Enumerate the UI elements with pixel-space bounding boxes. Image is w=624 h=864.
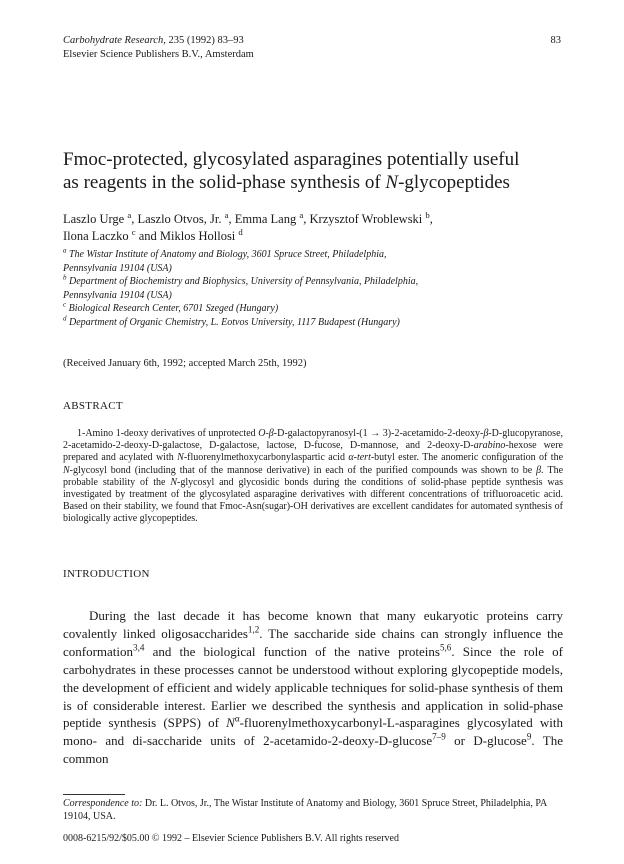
- abstract-heading: ABSTRACT: [63, 400, 123, 412]
- affiliation-c: $^c$ Biological Research Center, 6701 Szeged (Hungary): [63, 301, 279, 315]
- author-name: Ilona Laczko: [63, 229, 129, 243]
- running-header: [63, 34, 561, 62]
- title-line-2: as reagents in the solid-phase synthesis of N-glycopeptides: [63, 172, 510, 193]
- introduction-heading: INTRODUCTION: [63, 568, 150, 580]
- article-title: [63, 148, 563, 194]
- received-dates: (Received January 6th, 1992; accepted March 25th, 1992): [63, 358, 307, 369]
- author-name: Miklos Hollosi: [159, 229, 236, 243]
- author-list: Laszlo Urge $^a$, Laszlo Otvos, Jr. $^a$, Emma Lang $^a$, Krzysztof Wroblewski $^b$, Ilona Laczko $^c$ and Miklos Hollosi $^d$: [63, 209, 433, 243]
- abstract-text: 1-Amino 1-deoxy derivatives of unprotected O-β-D-galactopyranosyl-(1 → 3)-2-acetamido-2-deoxy-β-D-glucopyranose, 2-acetamido-2-deoxy-D-galactose, D-galactose, lactose, D-fucose, D-mannose, and 2-deoxy-D-arabino-hexose were prepared and acylated with N-fluorenylmethoxycarbonylaspartic acid α-tert-butyl ester. The anomeric configuration of the N-glycosyl bond (including that of the mannose derivative) in each of the purified compounds was shown to be β. The probable stability of the N-glycosyl and glycosidic bonds during the conditions of solid-phase peptide synthesis was investigated by treatment of the glycosylated asparagine derivatives with different concentrations of trifluoroacetic acid. Based on their stability, we found that Fmoc-Asn(sugar)-OH derivatives are excellent candidates for automated synthesis of biologically active glycopeptides.: [63, 428, 564, 525]
- affiliation-b: $^b$ Department of Biochemistry and Biophysics, University of Pennsylvania, Philadelphia, Pennsylvania 19104 (USA): [63, 273, 419, 301]
- title-line-1: Fmoc-protected, glycosylated asparagines potentially useful: [63, 149, 520, 170]
- author-name: Krzysztof Wroblewski: [309, 212, 423, 226]
- correspondence-note: Correspondence to: Dr. L. Otvos, Jr., The Wistar Institute of Anatomy and Biology, 3601 Spruce Street, Philadelphia, PA 19104, USA.: [63, 798, 547, 822]
- affiliation-a: $^a$ The Wistar Institute of Anatomy and Biology, 3601 Spruce Street, Philadelphia, Pennsylvania 19104 (USA): [63, 246, 387, 274]
- page-number: 83: [550, 35, 561, 46]
- author-name: Laszlo Otvos, Jr.: [137, 212, 222, 226]
- copyright-line: 0008-6215/92/$05.00 © 1992 – Elsevier Science Publishers B.V. All rights reserved: [63, 833, 399, 844]
- author-name: Laszlo Urge: [63, 212, 125, 226]
- affiliations: [63, 248, 563, 330]
- journal-citation: 235 (1992) 83–93: [165, 35, 244, 46]
- author-name: Emma Lang: [234, 212, 297, 226]
- publisher-line: Elsevier Science Publishers B.V., Amsterdam: [63, 49, 254, 60]
- journal-name: Carbohydrate Research,: [63, 35, 166, 46]
- affiliation-d: $^d$ Department of Organic Chemistry, L. Eotvos University, 1117 Budapest (Hungary): [63, 314, 400, 328]
- introduction-text: During the last decade it has become known that many eukaryotic proteins carry covalently linked oligosaccharides$^{1,2}$. The saccharide side chains can strongly influence the conformation$^{3,4}$ and the biological function of the native proteins$^{5,6}$. Since the role of carbohydrates in these processes cannot be understood without exploring glycopeptide models, the development of efficient and widely applicable techniques for solid-phase synthesis of them is of considerable interest. Earlier we described the synthesis and application in solid-phase peptide synthesis (SPPS) of $N^\alpha-fluorenylmethoxycarbonyl-L$-asparagines glycosylated with mono- and di-saccharide units of 2-acetamido-2-deoxy-D-glucose$^{7-9}$ or D-glucose$^9$. The common: [63, 608, 564, 767]
- footnote-divider: [63, 794, 125, 795]
